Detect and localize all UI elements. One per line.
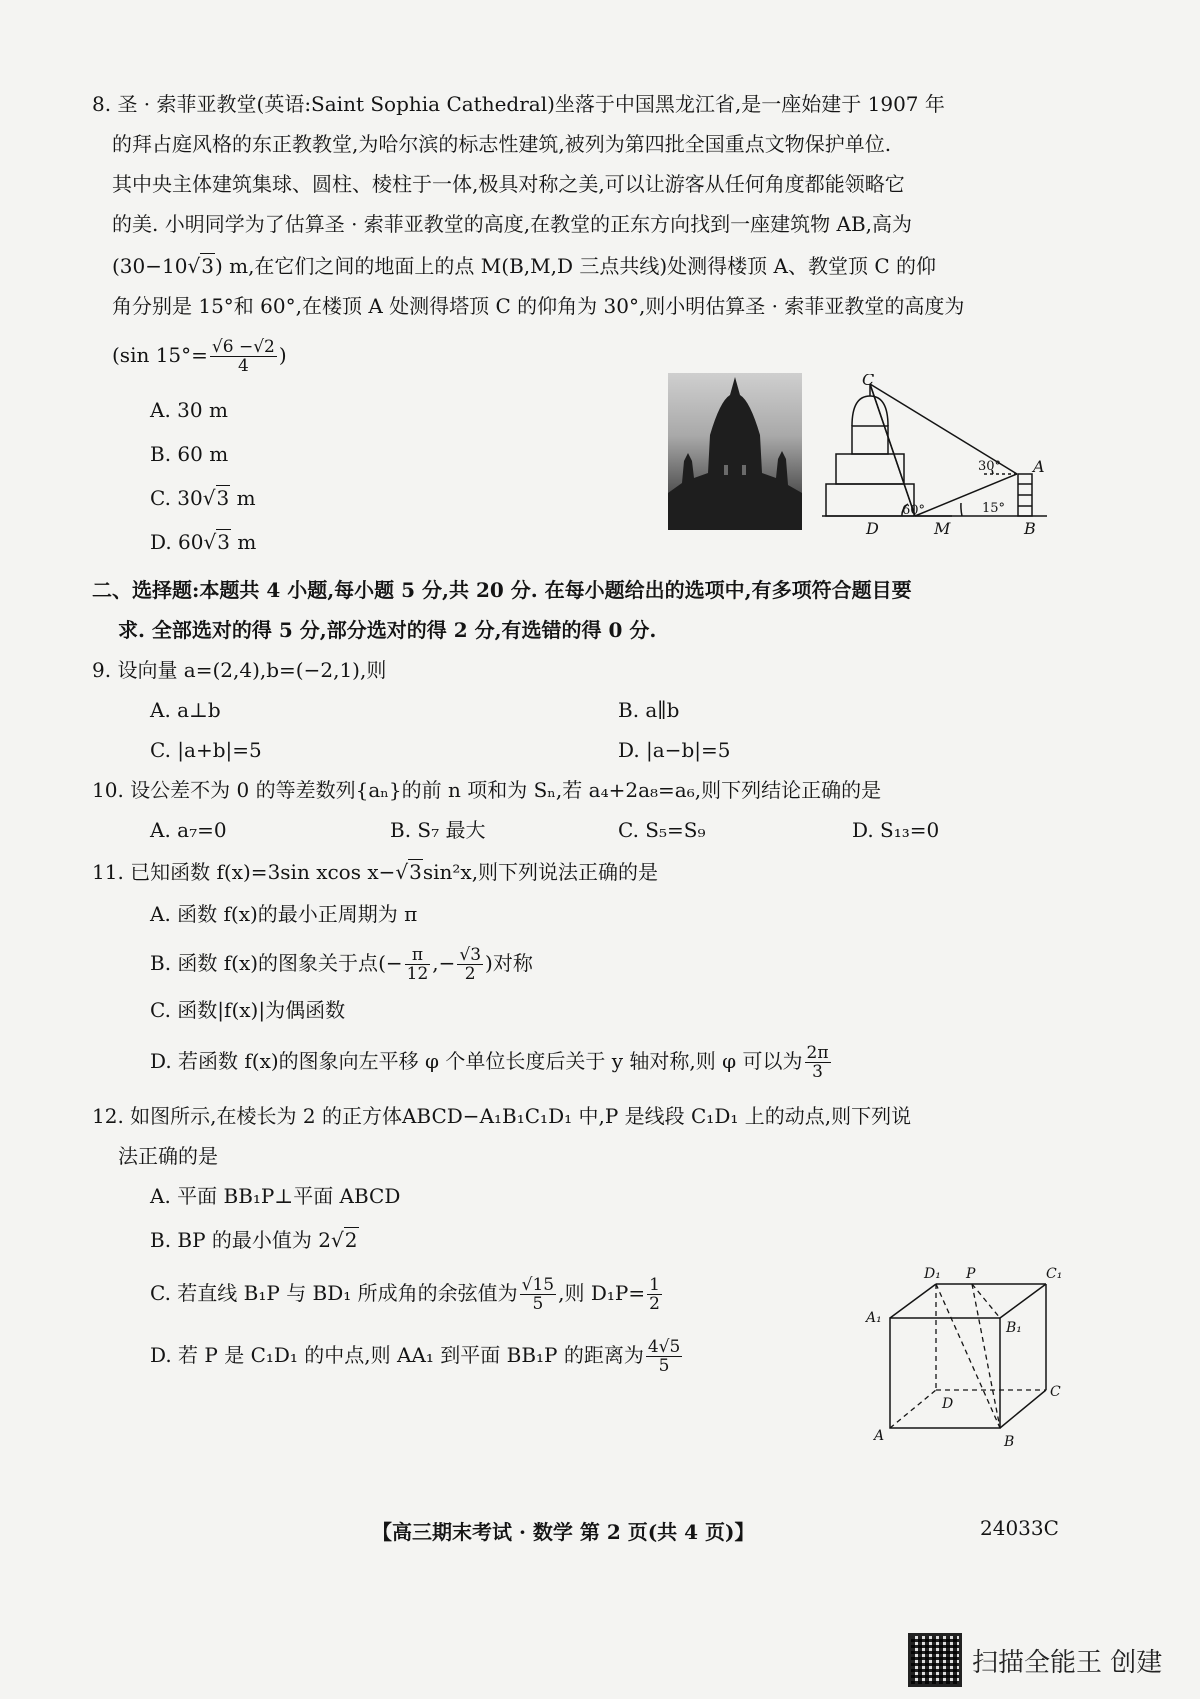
q12-option-b-sqrt: 2 xyxy=(344,1228,358,1252)
q11-frac2-den: 2 xyxy=(464,964,476,984)
q12-line-2: 法正确的是 xyxy=(118,1144,218,1168)
q11-option-b-end: 对称 xyxy=(492,951,533,975)
q12-option-c xyxy=(150,1276,664,1313)
q12-frac2-num: 1 xyxy=(649,1275,660,1295)
q8-line-6: 角分别是 15°和 60°,在楼顶 A 处测得塔顶 C 的仰角为 30°,则小明估算圣 · 索菲亚教堂的高度为 xyxy=(112,294,965,318)
q11-stem-sqrt: 3 xyxy=(409,860,422,884)
cube-diagram xyxy=(860,1262,1065,1452)
q8-option-d-start: D. 60 xyxy=(150,530,204,554)
q11-fraction-sqrt3-2 xyxy=(457,946,483,983)
q8-line-3: 其中央主体建筑集球、圆柱、棱柱于一体,极具对称之美,可以让游客从任何角度都能领略它 xyxy=(112,172,905,196)
q11-stem: 11. 已知函数 f(x)=3sin xcos x−√3sin²x,则下列说法正确的是 xyxy=(92,860,659,884)
q8-option-d-sqrt: 3 xyxy=(217,530,230,554)
q8-option-b: B. 60 m xyxy=(150,442,229,466)
q11-option-d xyxy=(150,1044,833,1081)
q11-stem-end: sin²x,则下列说法正确的是 xyxy=(422,860,659,884)
diagram-label-b: B xyxy=(1024,519,1036,538)
q11-option-b xyxy=(150,946,533,983)
q8-hint-denominator: 4 xyxy=(237,356,249,376)
q8-hint-end: ) xyxy=(278,343,287,367)
q8-option-c-unit: m xyxy=(230,486,256,510)
q8-option-c: C. 30√3 m xyxy=(150,486,256,510)
q11-option-c: C. 函数|f(x)|为偶函数 xyxy=(150,998,346,1022)
q8-line-2: 的拜占庭风格的东正教教堂,为哈尔滨的标志性建筑,被列为第四批全国重点文物保护单位. xyxy=(112,132,892,156)
q11-option-a: A. 函数 f(x)的最小正周期为 π xyxy=(150,902,418,926)
q11-fraction-2pi-3 xyxy=(805,1044,831,1081)
q12-option-d-start: D. 若 P 是 C₁D₁ 的中点,则 AA₁ 到平面 BB₁P 的距离为 xyxy=(150,1343,644,1367)
q11-frac1-den: 12 xyxy=(406,964,429,984)
cube-label-b1: B₁ xyxy=(1006,1320,1022,1336)
q12-line-1: 12. 如图所示,在棱长为 2 的正方体ABCD−A₁B₁C₁D₁ 中,P 是线段 C₁D₁ 上的动点,则下列说 xyxy=(92,1104,912,1128)
diagram-label-c: C xyxy=(862,374,875,389)
q8-line-5: (30−10√3) m,在它们之间的地面上的点 M(B,M,D 三点共线)处测得楼顶 A、教堂顶 C 的仰 xyxy=(112,254,936,278)
q12-fraction-1-2 xyxy=(647,1276,662,1313)
diagram-label-m: M xyxy=(934,519,951,538)
q8-hint xyxy=(112,338,287,375)
q11-frac3-den: 3 xyxy=(812,1062,823,1082)
q11-stem-start: 11. 已知函数 f(x)=3sin xcos x− xyxy=(92,860,396,884)
cathedral-photo xyxy=(668,373,802,530)
q8-hint-numerator: √6 −√2 xyxy=(211,337,275,357)
q11-option-b-start: B. 函数 f(x)的图象关于点 xyxy=(150,951,379,975)
section-2-instructions: 求. 全部选对的得 5 分,部分选对的得 2 分,有选错的得 0 分. xyxy=(118,618,657,642)
q9-option-b: B. a∥b xyxy=(618,698,680,722)
q9-option-a: A. a⊥b xyxy=(150,698,221,722)
q8-hint-start: (sin 15°= xyxy=(112,343,208,367)
q9-option-c: C. |a+b|=5 xyxy=(150,738,262,762)
q10-option-a: A. a₇=0 xyxy=(150,818,227,842)
q8-line-1: 8. 圣 · 索菲亚教堂(英语:Saint Sophia Cathedral)坐落于中国黑龙江省,是一座始建于 1907 年 xyxy=(92,92,945,116)
q12-frac1-den: 5 xyxy=(532,1294,544,1314)
q11-option-d-start: D. 若函数 f(x)的图象向左平移 φ 个单位长度后关于 y 轴对称,则 φ 可以为 xyxy=(150,1049,803,1073)
scanner-watermark xyxy=(908,1633,1162,1687)
diagram-angle-30: 30° xyxy=(978,459,1002,474)
q12-option-c-start: C. 若直线 B₁P 与 BD₁ 所成角的余弦值为 xyxy=(150,1281,518,1305)
q8-option-d-unit: m xyxy=(230,530,257,554)
q10-option-b: B. S₇ 最大 xyxy=(390,818,486,842)
cube-label-d: D xyxy=(942,1396,954,1412)
q11-frac1-num: π xyxy=(405,946,431,965)
cube-label-p: P xyxy=(966,1266,976,1282)
page-footer: 【高三期末考试 · 数学 第 2 页(共 4 页)】 xyxy=(372,1520,755,1544)
q11-frac3-num: 2π xyxy=(806,1043,829,1063)
q11-frac2-num: √3 xyxy=(459,945,482,965)
q11-option-b-paren-open: (− xyxy=(378,951,403,975)
cube-label-a1: A₁ xyxy=(866,1310,882,1326)
elevation-diagram xyxy=(822,374,1067,539)
q9-stem: 9. 设向量 a=(2,4),b=(−2,1),则 xyxy=(92,658,387,682)
q11-option-b-mid: ,− xyxy=(432,951,456,975)
q12-frac3-den: 5 xyxy=(658,1356,670,1376)
q8-option-c-start: C. 30 xyxy=(150,486,203,510)
q8-line-5-end: ) m,在它们之间的地面上的点 M(B,M,D 三点共线)处测得楼顶 A、教堂顶 C 的仰 xyxy=(214,254,936,278)
q12-frac3-num: 4√5 xyxy=(647,1337,681,1357)
q12-option-d xyxy=(150,1338,684,1375)
q8-option-c-sqrt: 3 xyxy=(216,486,230,510)
q10-option-c: C. S₅=S₉ xyxy=(618,818,706,842)
qr-code-icon xyxy=(908,1633,962,1687)
q9-option-d: D. |a−b|=5 xyxy=(618,738,731,762)
q8-hint-fraction xyxy=(210,338,277,375)
cathedral-silhouette xyxy=(668,373,802,530)
q10-option-d: D. S₁₃=0 xyxy=(852,818,940,842)
q11-option-b-paren-close: ) xyxy=(485,951,493,975)
q12-fraction-4sqrt5-5 xyxy=(646,1338,682,1375)
q11-fraction-pi-12 xyxy=(405,946,431,983)
diagram-angle-15: 15° xyxy=(982,501,1006,516)
q12-option-c-mid: ,则 D₁P= xyxy=(558,1281,646,1305)
q12-option-b-start: B. BP 的最小值为 2 xyxy=(150,1228,332,1252)
q8-option-a: A. 30 m xyxy=(150,398,228,422)
scanner-watermark-text: 扫描全能王 创建 xyxy=(972,1647,1163,1678)
exam-code: 24033C xyxy=(980,1516,1059,1540)
cube-label-c1: C₁ xyxy=(1046,1266,1063,1282)
cube-label-c: C xyxy=(1050,1384,1061,1400)
q10-stem: 10. 设公差不为 0 的等差数列{aₙ}的前 n 项和为 Sₙ,若 a₄+2a₈=a₆,则下列结论正确的是 xyxy=(92,778,882,802)
q12-frac1-num: √15 xyxy=(521,1275,555,1295)
q12-fraction-sqrt15-5 xyxy=(520,1276,556,1313)
diagram-label-a: A xyxy=(1033,457,1045,476)
q12-frac2-den: 2 xyxy=(649,1294,660,1314)
q12-option-b: B. BP 的最小值为 2√2 xyxy=(150,1228,358,1252)
q8-line-5-start: (30−10 xyxy=(112,254,188,278)
q8-sqrt-3: 3 xyxy=(201,254,214,278)
cube-label-d1: D₁ xyxy=(924,1266,941,1282)
q12-option-a: A. 平面 BB₁P⊥平面 ABCD xyxy=(150,1184,401,1208)
cube-label-b: B xyxy=(1004,1434,1015,1450)
section-2-heading: 二、选择题:本题共 4 小题,每小题 5 分,共 20 分. 在每小题给出的选项中,有多项符合题目要 xyxy=(92,578,912,602)
q8-option-d: D. 60√3 m xyxy=(150,530,257,554)
diagram-angle-60: 60° xyxy=(902,503,926,518)
diagram-label-d: D xyxy=(866,519,879,538)
cube-label-a: A xyxy=(874,1428,885,1444)
q8-line-4: 的美. 小明同学为了估算圣 · 索菲亚教堂的高度,在教堂的正东方向找到一座建筑物 AB,高为 xyxy=(112,212,912,236)
